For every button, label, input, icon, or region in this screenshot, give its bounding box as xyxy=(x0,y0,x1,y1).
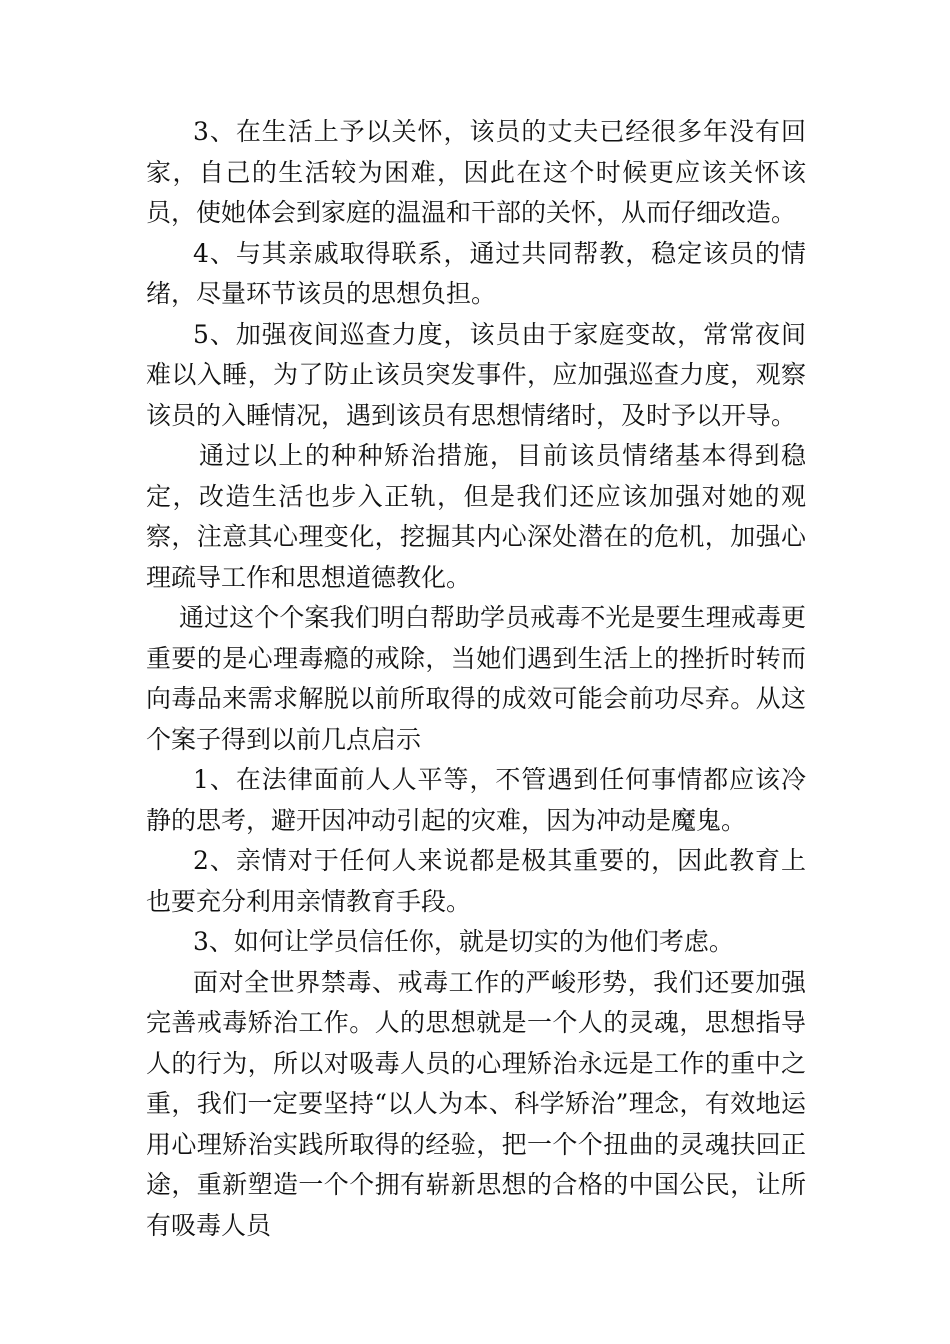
paragraph-contact-relatives: 4、与其亲戚取得联系，通过共同帮教，稳定该员的情绪，尽量环节该员的思想负担。 xyxy=(146,238,806,308)
paragraph-lesson-2: 2、亲情对于任何人来说都是极其重要的，因此教育上也要充分利用亲情教育手段。 xyxy=(146,846,806,916)
paragraph-night-patrol: 5、加强夜间巡查力度，该员由于家庭变故，常常夜间难以入睡，为了防止该员突发事件，应加强巡查力度，观察该员的入睡情况，遇到该员有思想情绪时，及时予以开导。 xyxy=(146,319,806,430)
document-body xyxy=(146,112,806,1246)
paragraph-conclusion: 面对全世界禁毒、戒毒工作的严峻形势，我们还要加强完善戒毒矫治工作。人的思想就是一个人的灵魂，思想指导人的行为，所以对吸毒人员的心理矫治永远是工作的重中之重，我们一定要坚持“以人为本、科学矫治”理念，有效地运用心理矫治实践所取得的经验，把一个个扭曲的灵魂扶回正途，重新塑造一个个拥有崭新思想的合格的中国公民，让所有吸毒人员 xyxy=(146,967,806,1240)
paragraph-correction-results: 通过以上的种种矫治措施，目前该员情绪基本得到稳定，改造生活也步入正轨，但是我们还应该加强对她的观察，注意其心理变化，挖掘其内心深处潜在的危机，加强心理疏导工作和思想道德教化。 xyxy=(146,441,806,592)
paragraph-lesson-3: 3、如何让学员信任你，就是切实的为他们考虑。 xyxy=(193,927,734,956)
paragraph-lesson-1: 1、在法律面前人人平等，不管遇到任何事情都应该冷静的思考，避开因冲动引起的灾难，因为冲动是魔鬼。 xyxy=(146,765,806,835)
paragraph-care-in-life: 3、在生活上予以关怀，该员的丈夫已经很多年没有回家，自己的生活较为困难，因此在这个时候更应该关怀该员，使她体会到家庭的温温和干部的关怀，从而仔细改造。 xyxy=(146,117,806,227)
paragraph-case-lessons: 通过这个个案我们明白帮助学员戒毒不光是要生理戒毒更重要的是心理毒瘾的戒除，当她们遇到生活上的挫折时转而向毒品来需求解脱以前所取得的成效可能会前功尽弃。从这个案子得到以前几点启示 xyxy=(146,603,806,754)
